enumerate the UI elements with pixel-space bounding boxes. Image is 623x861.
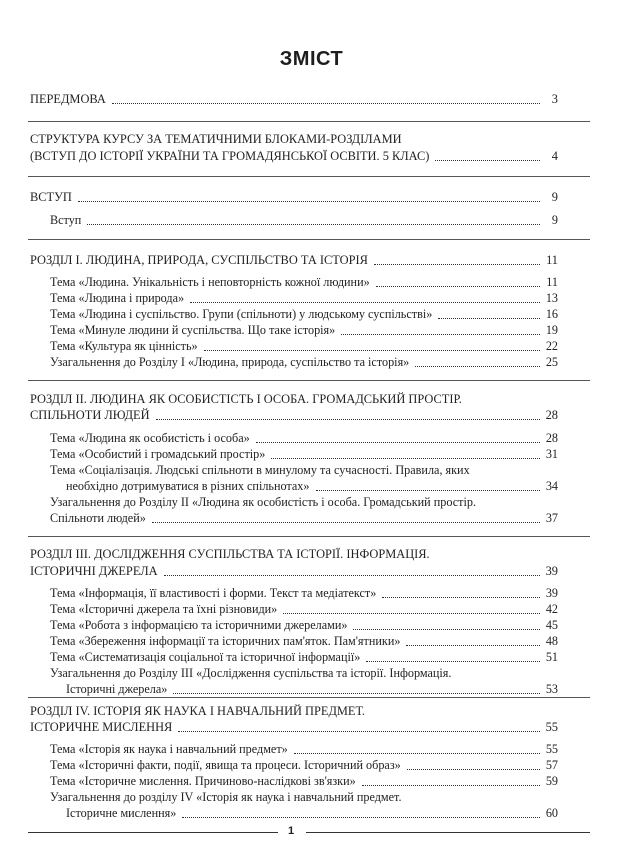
entry-page: 31	[545, 447, 558, 461]
entry-page: 39	[545, 586, 558, 600]
entry-page: 51	[545, 650, 558, 664]
entry-label: необхідно дотримуватися в різних спільнотах»	[66, 479, 310, 493]
entry-label: Тема «Інформація, її властивості і форми. Текст та медіатекст»	[50, 586, 377, 600]
entry-label: ПЕРЕДМОВА	[30, 92, 106, 106]
entry-page: 9	[551, 190, 558, 204]
entry-page: 37	[545, 511, 558, 525]
dot-leader	[353, 629, 540, 630]
toc-entry-preface[interactable]	[30, 92, 558, 107]
dot-leader	[182, 817, 540, 818]
toc-section-2[interactable]	[30, 408, 558, 423]
toc-topic-line1[interactable]: Тема «Соціалізація. Людські спільноти в минулому та сучасності. Правила, яких	[50, 463, 470, 477]
dot-leader	[190, 302, 540, 303]
toc-topic[interactable]	[50, 323, 558, 338]
page-number: 1	[287, 825, 295, 837]
toc-topic[interactable]	[50, 650, 558, 665]
entry-page: 4	[551, 149, 558, 163]
entry-page: 28	[545, 408, 558, 422]
entry-label: Тема «Людина як особистість і особа»	[50, 431, 250, 445]
divider	[28, 697, 590, 698]
entry-page: 42	[545, 602, 558, 616]
entry-label: ІСТОРИЧНІ ДЖЕРЕЛА	[30, 564, 158, 578]
dot-leader	[376, 286, 540, 287]
dot-leader	[271, 458, 540, 459]
toc-section-2-line1[interactable]: РОЗДІЛ II. ЛЮДИНА ЯК ОСОБИСТІСТЬ І ОСОБА. ГРОМАДСЬКИЙ ПРОСТІР.	[30, 392, 462, 406]
dot-leader	[415, 366, 540, 367]
toc-summary-line1[interactable]: Узагальнення до Розділу III «Дослідження суспільства та історії. Інформація.	[50, 666, 452, 680]
toc-summary[interactable]	[50, 355, 558, 370]
toc-entry-structure[interactable]	[30, 149, 558, 164]
entry-label: СПІЛЬНОТИ ЛЮДЕЙ	[30, 408, 150, 422]
dot-leader	[406, 645, 540, 646]
entry-label: Тема «Людина і природа»	[50, 291, 185, 305]
toc-summary[interactable]	[50, 511, 558, 526]
toc-topic[interactable]	[50, 307, 558, 322]
dot-leader	[112, 103, 540, 104]
dot-leader	[178, 731, 540, 732]
toc-topic[interactable]	[50, 339, 558, 354]
entry-page: 16	[545, 307, 558, 321]
dot-leader	[341, 334, 540, 335]
dot-leader	[173, 693, 540, 694]
entry-label: Узагальнення до Розділу I «Людина, природа, суспільство та історія»	[50, 355, 410, 369]
divider	[28, 121, 590, 122]
entry-label: Тема «Минуле людини й суспільства. Що таке історія»	[50, 323, 336, 337]
entry-label: РОЗДІЛ I. ЛЮДИНА, ПРИРОДА, СУСПІЛЬСТВО ТА ІСТОРІЯ	[30, 253, 368, 267]
divider	[28, 380, 590, 381]
toc-topic[interactable]	[50, 291, 558, 306]
entry-label: Тема «Історичне мислення. Причиново-наслідкові зв'язки»	[50, 774, 356, 788]
entry-label: Вступ	[50, 213, 82, 227]
entry-page: 45	[545, 618, 558, 632]
entry-page: 55	[545, 742, 558, 756]
dot-leader	[204, 350, 540, 351]
toc-section-1[interactable]	[30, 253, 558, 268]
toc-summary[interactable]	[66, 806, 558, 821]
divider	[28, 176, 590, 177]
page-title: ЗМІСТ	[279, 48, 344, 70]
entry-label: Тема «Історичні джерела та їхні різновиди»	[50, 602, 278, 616]
entry-page: 11	[546, 275, 558, 289]
entry-page: 53	[545, 682, 558, 696]
toc-entry-intro[interactable]	[30, 190, 558, 205]
entry-label: Тема «Історичні факти, події, явища та процеси. Історичний образ»	[50, 758, 401, 772]
entry-page: 60	[545, 806, 558, 820]
entry-label: Тема «Культура як цінність»	[50, 339, 198, 353]
dot-leader	[283, 613, 540, 614]
dot-leader	[362, 785, 540, 786]
entry-page: 13	[545, 291, 558, 305]
footer-rule-right	[306, 832, 590, 833]
toc-topic[interactable]	[50, 742, 558, 757]
dot-leader	[435, 160, 540, 161]
toc-topic[interactable]	[50, 758, 558, 773]
toc-topic[interactable]	[50, 602, 558, 617]
entry-label: Історичні джерела»	[66, 682, 168, 696]
entry-page: 28	[545, 431, 558, 445]
entry-page: 39	[545, 564, 558, 578]
toc-section-4-line1[interactable]: РОЗДІЛ IV. ІСТОРІЯ ЯК НАУКА І НАВЧАЛЬНИЙ ПРЕДМЕТ.	[30, 704, 365, 718]
entry-page: 59	[545, 774, 558, 788]
entry-page: 3	[551, 92, 558, 106]
entry-page: 22	[545, 339, 558, 353]
footer-rule-left	[28, 832, 278, 833]
toc-topic[interactable]	[50, 618, 558, 633]
toc-topic[interactable]	[50, 586, 558, 601]
toc-section-3[interactable]	[30, 564, 558, 579]
dot-leader	[438, 318, 540, 319]
dot-leader	[78, 201, 540, 202]
entry-label: Тема «Особистий і громадський простір»	[50, 447, 266, 461]
entry-label: ІСТОРИЧНЕ МИСЛЕННЯ	[30, 720, 173, 734]
dot-leader	[256, 442, 540, 443]
entry-page: 11	[546, 253, 558, 267]
dot-leader	[164, 575, 540, 576]
toc-topic[interactable]	[50, 447, 558, 462]
toc-topic[interactable]	[50, 275, 558, 290]
dot-leader	[407, 769, 540, 770]
toc-section-3-line1[interactable]: РОЗДІЛ III. ДОСЛІДЖЕННЯ СУСПІЛЬСТВА ТА ІСТОРІЇ. ІНФОРМАЦІЯ.	[30, 547, 430, 561]
entry-label: Тема «Робота з інформацією та історичними джерелами»	[50, 618, 348, 632]
entry-label: (ВСТУП ДО ІСТОРІЇ УКРАЇНИ ТА ГРОМАДЯНСЬКОЇ ОСВІТИ. 5 КЛАС)	[30, 149, 430, 163]
dot-leader	[294, 753, 540, 754]
entry-page: 25	[545, 355, 558, 369]
entry-label: ВСТУП	[30, 190, 72, 204]
entry-page: 57	[545, 758, 558, 772]
entry-label: Тема «Людина і суспільство. Групи (спільноти) у людському суспільстві»	[50, 307, 433, 321]
entry-page: 19	[545, 323, 558, 337]
toc-topic[interactable]	[50, 774, 558, 789]
divider	[28, 239, 590, 240]
dot-leader	[382, 597, 540, 598]
entry-page: 48	[545, 634, 558, 648]
toc-entry-intro-sub[interactable]	[50, 213, 558, 228]
entry-label: Спільноти людей»	[50, 511, 146, 525]
entry-page: 9	[551, 213, 558, 227]
toc-topic[interactable]	[66, 479, 558, 494]
dot-leader	[152, 522, 540, 523]
toc-topic[interactable]	[50, 634, 558, 649]
divider	[28, 536, 590, 537]
dot-leader	[156, 419, 540, 420]
toc-summary[interactable]	[66, 682, 558, 697]
entry-label: Тема «Людина. Унікальність і неповторність кожної людини»	[50, 275, 370, 289]
toc-summary-line1[interactable]: Узагальнення до Розділу II «Людина як особистість і особа. Громадський простір.	[50, 495, 477, 509]
entry-page: 34	[545, 479, 558, 493]
toc-summary-line1[interactable]: Узагальнення до розділу IV «Історія як наука і навчальний предмет.	[50, 790, 402, 804]
dot-leader	[374, 264, 540, 265]
dot-leader	[316, 490, 541, 491]
toc-topic[interactable]	[50, 431, 558, 446]
toc-entry-structure-line1[interactable]: СТРУКТУРА КУРСУ ЗА ТЕМАТИЧНИМИ БЛОКАМИ-РОЗДІЛАМИ	[30, 132, 402, 146]
entry-page: 55	[545, 720, 558, 734]
entry-label: Тема «Збереження інформації та історичних пам'яток. Пам'ятники»	[50, 634, 401, 648]
entry-label: Історичне мислення»	[66, 806, 177, 820]
dot-leader	[366, 661, 540, 662]
entry-label: Тема «Історія як наука і навчальний предмет»	[50, 742, 288, 756]
toc-section-4[interactable]	[30, 720, 558, 735]
entry-label: Тема «Систематизація соціальної та історичної інформації»	[50, 650, 361, 664]
dot-leader	[87, 224, 540, 225]
